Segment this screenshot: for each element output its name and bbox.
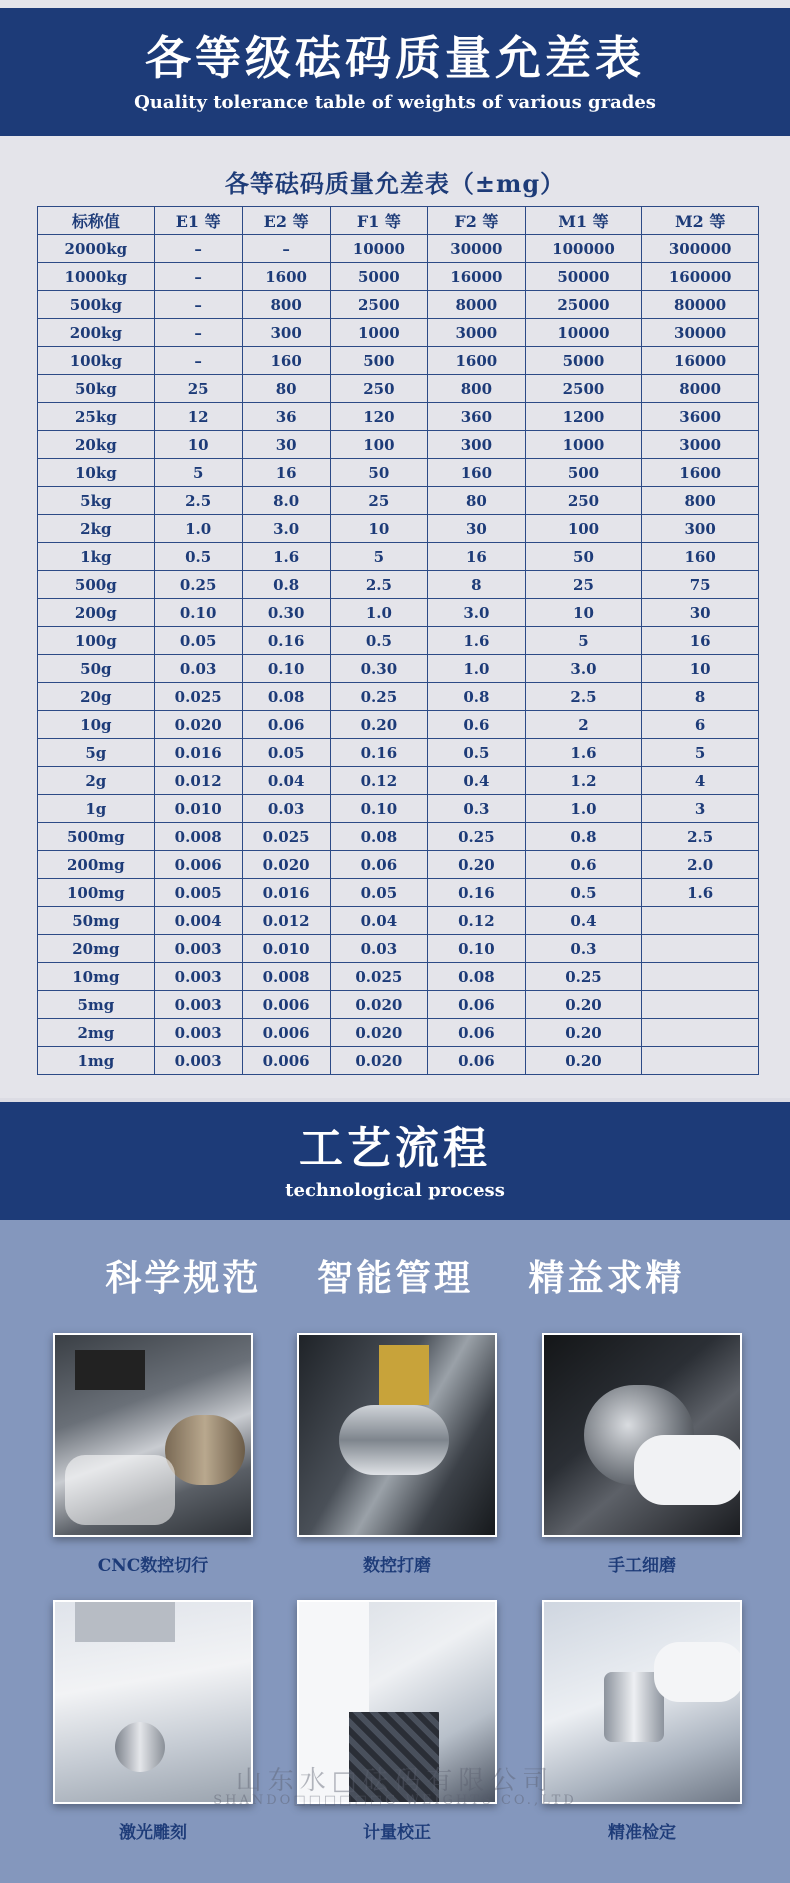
tolerance-cell: 5 <box>642 739 759 767</box>
nominal-value-cell: 20mg <box>38 935 155 963</box>
table-row <box>38 403 759 431</box>
nominal-value-cell: 500kg <box>38 291 155 319</box>
tolerance-cell: 0.020 <box>154 711 242 739</box>
tolerance-cell <box>642 991 759 1019</box>
tolerance-cell: 16 <box>642 627 759 655</box>
table-row <box>38 347 759 375</box>
tolerance-cell: 0.004 <box>154 907 242 935</box>
tolerance-cell: – <box>154 291 242 319</box>
verification-photo <box>542 1600 742 1804</box>
tolerance-cell: 120 <box>330 403 428 431</box>
tolerance-cell: 50000 <box>525 263 642 291</box>
nominal-value-cell: 10mg <box>38 963 155 991</box>
process-subtitle: technological process <box>285 1180 505 1201</box>
tolerance-cell: – <box>154 263 242 291</box>
tolerance-cell <box>642 1019 759 1047</box>
table-row <box>38 431 759 459</box>
tolerance-cell: 2500 <box>330 291 428 319</box>
tolerance-cell: 0.012 <box>242 907 330 935</box>
tolerance-cell: 1.6 <box>242 543 330 571</box>
step-caption: 精准检定 <box>608 1823 676 1843</box>
tolerance-cell: 16000 <box>642 347 759 375</box>
tolerance-cell: 0.25 <box>525 963 642 991</box>
tolerance-cell: 0.06 <box>428 1047 526 1075</box>
tolerance-cell: 0.06 <box>428 991 526 1019</box>
tolerance-cell: 0.05 <box>242 739 330 767</box>
process-card <box>542 1600 742 1843</box>
tolerance-cell: 5 <box>154 459 242 487</box>
table-row <box>38 991 759 1019</box>
nominal-value-cell: 100g <box>38 627 155 655</box>
tolerance-cell: 100000 <box>525 235 642 263</box>
tolerance-cell: 10 <box>154 431 242 459</box>
tolerance-cell: 1.0 <box>154 515 242 543</box>
nominal-value-cell: 50g <box>38 655 155 683</box>
step-caption: 计量校正 <box>363 1823 431 1843</box>
step-caption: 数控打磨 <box>363 1556 431 1576</box>
tolerance-cell: 5 <box>525 627 642 655</box>
tolerance-cell: 0.010 <box>154 795 242 823</box>
table-row <box>38 935 759 963</box>
tolerance-cell: 5000 <box>525 347 642 375</box>
tolerance-cell: 100 <box>525 515 642 543</box>
nominal-value-cell: 5g <box>38 739 155 767</box>
calibration-photo <box>297 1600 497 1804</box>
nominal-value-cell: 1mg <box>38 1047 155 1075</box>
tolerance-cell: 0.03 <box>330 935 428 963</box>
table-body <box>38 235 759 1075</box>
tolerance-cell: 0.003 <box>154 935 242 963</box>
tolerance-cell: 5000 <box>330 263 428 291</box>
process-card <box>542 1333 742 1576</box>
tolerance-cell: 250 <box>330 375 428 403</box>
tolerance-cell: 2.5 <box>154 487 242 515</box>
tolerance-cell: 0.8 <box>242 571 330 599</box>
tolerance-cell: 100 <box>330 431 428 459</box>
top-strip <box>0 0 790 8</box>
nominal-value-cell: 20kg <box>38 431 155 459</box>
cnc-cutting-photo <box>53 1333 253 1537</box>
tolerance-cell: 0.006 <box>242 991 330 1019</box>
tolerance-cell: 0.020 <box>242 851 330 879</box>
tolerance-cell: 0.020 <box>330 991 428 1019</box>
tolerance-cell: 0.20 <box>525 1047 642 1075</box>
tolerance-cell: 10000 <box>525 319 642 347</box>
tolerance-cell: 0.08 <box>330 823 428 851</box>
tolerance-cell: 30000 <box>428 235 526 263</box>
table-row <box>38 627 759 655</box>
tolerance-cell: 3.0 <box>428 599 526 627</box>
table-row <box>38 515 759 543</box>
tolerance-cell: 0.20 <box>330 711 428 739</box>
process-card <box>53 1600 253 1843</box>
tolerance-cell: 3600 <box>642 403 759 431</box>
tolerance-cell: 0.04 <box>242 767 330 795</box>
tolerance-cell: 300 <box>242 319 330 347</box>
tolerance-cell: 0.10 <box>428 935 526 963</box>
tolerance-cell: 0.016 <box>242 879 330 907</box>
tolerance-cell: 0.006 <box>242 1019 330 1047</box>
tolerance-cell: 3.0 <box>525 655 642 683</box>
table-row <box>38 235 759 263</box>
column-header: F1 等 <box>330 207 428 235</box>
tolerance-cell: 50 <box>525 543 642 571</box>
nominal-value-cell: 2g <box>38 767 155 795</box>
tolerance-cell: 0.016 <box>154 739 242 767</box>
tolerance-cell: 25 <box>330 487 428 515</box>
tolerance-cell: – <box>154 235 242 263</box>
tolerance-cell: 0.008 <box>154 823 242 851</box>
table-row <box>38 319 759 347</box>
table-row <box>38 599 759 627</box>
process-card <box>297 1333 497 1576</box>
nominal-value-cell: 100kg <box>38 347 155 375</box>
table-row <box>38 683 759 711</box>
tolerance-cell: 0.008 <box>242 963 330 991</box>
tolerance-cell: 160 <box>242 347 330 375</box>
tolerance-cell: 80 <box>242 375 330 403</box>
table-row <box>38 655 759 683</box>
tolerance-cell: 0.06 <box>330 851 428 879</box>
slogan-row <box>0 1250 790 1301</box>
column-header: M2 等 <box>642 207 759 235</box>
tolerance-cell: 300 <box>642 515 759 543</box>
table-row <box>38 879 759 907</box>
table-row <box>38 543 759 571</box>
tolerance-cell: 160 <box>428 459 526 487</box>
tolerance-cell: 1.0 <box>525 795 642 823</box>
tolerance-cell: 1600 <box>428 347 526 375</box>
tolerance-cell: 0.08 <box>428 963 526 991</box>
nominal-value-cell: 1000kg <box>38 263 155 291</box>
tolerance-cell: 1.2 <box>525 767 642 795</box>
tolerance-cell: 2.5 <box>525 683 642 711</box>
tolerance-cell: 30 <box>242 431 330 459</box>
tolerance-cell: 0.20 <box>525 1019 642 1047</box>
tolerance-cell: 8 <box>642 683 759 711</box>
tolerance-cell: 300 <box>428 431 526 459</box>
tolerance-cell: 0.025 <box>330 963 428 991</box>
tolerance-cell: 0.16 <box>330 739 428 767</box>
nominal-value-cell: 5kg <box>38 487 155 515</box>
tolerance-cell: 3000 <box>428 319 526 347</box>
table-row <box>38 1019 759 1047</box>
tolerance-cell: 0.06 <box>428 1019 526 1047</box>
tolerance-cell: 500 <box>330 347 428 375</box>
tolerance-cell: 25000 <box>525 291 642 319</box>
tolerance-cell: 0.12 <box>330 767 428 795</box>
tolerance-cell: 1.6 <box>525 739 642 767</box>
tolerance-cell: 0.5 <box>525 879 642 907</box>
tolerance-cell: – <box>154 347 242 375</box>
process-section <box>0 1220 790 1883</box>
tolerance-cell: 0.005 <box>154 879 242 907</box>
tolerance-cell: 0.3 <box>525 935 642 963</box>
tolerance-cell: 1.6 <box>428 627 526 655</box>
nominal-value-cell: 1kg <box>38 543 155 571</box>
tolerance-cell: 1600 <box>242 263 330 291</box>
tolerance-cell: 80000 <box>642 291 759 319</box>
tolerance-cell: 300000 <box>642 235 759 263</box>
header-banner <box>0 8 790 136</box>
tolerance-cell: 360 <box>428 403 526 431</box>
tolerance-cell: 0.05 <box>330 879 428 907</box>
tolerance-cell: 16 <box>428 543 526 571</box>
tolerance-cell: – <box>242 235 330 263</box>
nominal-value-cell: 50mg <box>38 907 155 935</box>
nominal-value-cell: 200g <box>38 599 155 627</box>
tolerance-cell: 5 <box>330 543 428 571</box>
nominal-value-cell: 10g <box>38 711 155 739</box>
tolerance-cell: 0.025 <box>154 683 242 711</box>
tolerance-cell: 25 <box>525 571 642 599</box>
tolerance-cell: 36 <box>242 403 330 431</box>
nominal-value-cell: 10kg <box>38 459 155 487</box>
tolerance-cell: 800 <box>642 487 759 515</box>
step-caption: 手工细磨 <box>608 1556 676 1576</box>
nominal-value-cell: 200kg <box>38 319 155 347</box>
nominal-value-cell: 500mg <box>38 823 155 851</box>
nominal-value-cell: 25kg <box>38 403 155 431</box>
slogan-item: 精益求精 <box>528 1257 685 1299</box>
tolerance-cell: 8000 <box>642 375 759 403</box>
tolerance-cell: 12 <box>154 403 242 431</box>
tolerance-cell: 0.020 <box>330 1019 428 1047</box>
step-caption: CNC数控切行 <box>97 1556 209 1576</box>
tolerance-cell: 0.8 <box>525 823 642 851</box>
tolerance-cell: 0.003 <box>154 1047 242 1075</box>
tolerance-cell: 0.010 <box>242 935 330 963</box>
watermark-en: SHANDO□□□□□□G WEIGHTS CO.,LTD <box>213 1793 577 1808</box>
cnc-grinding-photo <box>297 1333 497 1537</box>
tolerance-cell: 0.10 <box>330 795 428 823</box>
tolerance-cell: 1000 <box>330 319 428 347</box>
table-row <box>38 823 759 851</box>
tolerance-cell: 250 <box>525 487 642 515</box>
tolerance-cell: 0.25 <box>428 823 526 851</box>
nominal-value-cell: 20g <box>38 683 155 711</box>
tolerance-cell: 0.012 <box>154 767 242 795</box>
tolerance-cell: 160 <box>642 543 759 571</box>
table-row <box>38 375 759 403</box>
tolerance-cell: 0.5 <box>154 543 242 571</box>
tolerance-cell: 0.20 <box>525 991 642 1019</box>
table-row <box>38 263 759 291</box>
page-subtitle: Quality tolerance table of weights of various grades <box>134 92 656 113</box>
tolerance-cell: 0.8 <box>428 683 526 711</box>
tolerance-cell <box>642 1047 759 1075</box>
table-row <box>38 291 759 319</box>
tolerance-cell: 0.020 <box>330 1047 428 1075</box>
tolerance-cell: 10 <box>330 515 428 543</box>
table-row <box>38 711 759 739</box>
tolerance-cell: 50 <box>330 459 428 487</box>
tolerance-cell <box>642 963 759 991</box>
tolerance-cell: 3000 <box>642 431 759 459</box>
column-header: F2 等 <box>428 207 526 235</box>
tolerance-cell: 8000 <box>428 291 526 319</box>
tolerance-cell: 0.5 <box>428 739 526 767</box>
tolerance-cell: 2500 <box>525 375 642 403</box>
tolerance-cell: 25 <box>154 375 242 403</box>
tolerance-cell: 0.5 <box>330 627 428 655</box>
process-title: 工艺流程 <box>299 1123 491 1174</box>
tolerance-table <box>37 206 759 1075</box>
tolerance-cell: 0.25 <box>154 571 242 599</box>
process-banner <box>0 1102 790 1220</box>
tolerance-cell: 30 <box>428 515 526 543</box>
nominal-value-cell: 2mg <box>38 1019 155 1047</box>
table-row <box>38 1047 759 1075</box>
tolerance-cell: 0.04 <box>330 907 428 935</box>
tolerance-cell: 0.025 <box>242 823 330 851</box>
table-row <box>38 571 759 599</box>
tolerance-cell <box>642 935 759 963</box>
column-header: E1 等 <box>154 207 242 235</box>
tolerance-cell: 1200 <box>525 403 642 431</box>
tolerance-cell: 0.20 <box>428 851 526 879</box>
slogan-item: 科学规范 <box>105 1257 262 1299</box>
tolerance-cell: 30 <box>642 599 759 627</box>
tolerance-cell: 0.003 <box>154 963 242 991</box>
table-row <box>38 767 759 795</box>
nominal-value-cell: 200mg <box>38 851 155 879</box>
tolerance-cell: 0.3 <box>428 795 526 823</box>
step-caption: 激光雕刻 <box>119 1823 187 1843</box>
process-card <box>297 1600 497 1843</box>
nominal-value-cell: 5mg <box>38 991 155 1019</box>
nominal-value-cell: 100mg <box>38 879 155 907</box>
tolerance-cell: 2.5 <box>330 571 428 599</box>
tolerance-cell: 3 <box>642 795 759 823</box>
hand-polishing-photo <box>542 1333 742 1537</box>
tolerance-cell: 0.10 <box>242 655 330 683</box>
nominal-value-cell: 2kg <box>38 515 155 543</box>
tolerance-cell: 1000 <box>525 431 642 459</box>
page-title: 各等级砝码质量允差表 <box>145 31 645 85</box>
tolerance-cell: 16 <box>242 459 330 487</box>
nominal-value-cell: 2000kg <box>38 235 155 263</box>
tolerance-cell: 1600 <box>642 459 759 487</box>
tolerance-cell: 160000 <box>642 263 759 291</box>
tolerance-cell: 0.03 <box>242 795 330 823</box>
tolerance-cell: 2.5 <box>642 823 759 851</box>
tolerance-cell: 6 <box>642 711 759 739</box>
tolerance-cell: 8 <box>428 571 526 599</box>
tolerance-cell: 30000 <box>642 319 759 347</box>
tolerance-cell: 0.003 <box>154 991 242 1019</box>
slogan-item: 智能管理 <box>316 1257 473 1299</box>
tolerance-cell: 0.10 <box>154 599 242 627</box>
tolerance-cell: 0.05 <box>154 627 242 655</box>
nominal-value-cell: 500g <box>38 571 155 599</box>
tolerance-cell: 10 <box>525 599 642 627</box>
tolerance-cell: 75 <box>642 571 759 599</box>
column-header: 标称值 <box>38 207 155 235</box>
tolerance-cell: – <box>154 319 242 347</box>
table-row <box>38 487 759 515</box>
tolerance-cell: 2 <box>525 711 642 739</box>
tolerance-cell: 0.08 <box>242 683 330 711</box>
tolerance-cell: 10000 <box>330 235 428 263</box>
tolerance-section <box>0 136 790 1098</box>
table-row <box>38 851 759 879</box>
tolerance-cell: 1.0 <box>428 655 526 683</box>
column-header: E2 等 <box>242 207 330 235</box>
table-row <box>38 795 759 823</box>
table-row <box>38 907 759 935</box>
tolerance-cell: 0.06 <box>242 711 330 739</box>
watermark-cn: 山东水□砝码有限公司 <box>235 1766 555 1796</box>
tolerance-cell: 3.0 <box>242 515 330 543</box>
tolerance-cell: 10 <box>642 655 759 683</box>
table-title: 各等砝码质量允差表（±mg） <box>224 169 566 198</box>
tolerance-cell: 0.003 <box>154 1019 242 1047</box>
tolerance-cell: 0.25 <box>330 683 428 711</box>
tolerance-cell: 0.4 <box>525 907 642 935</box>
tolerance-cell: 80 <box>428 487 526 515</box>
tolerance-cell: 0.16 <box>242 627 330 655</box>
tolerance-cell: 8.0 <box>242 487 330 515</box>
tolerance-cell: 0.03 <box>154 655 242 683</box>
tolerance-cell: 0.4 <box>428 767 526 795</box>
nominal-value-cell: 50kg <box>38 375 155 403</box>
tolerance-cell: 800 <box>428 375 526 403</box>
tolerance-cell: 800 <box>242 291 330 319</box>
tolerance-cell: 16000 <box>428 263 526 291</box>
tolerance-cell: 0.30 <box>330 655 428 683</box>
process-card <box>53 1333 253 1576</box>
tolerance-cell: 0.12 <box>428 907 526 935</box>
table-row <box>38 739 759 767</box>
nominal-value-cell: 1g <box>38 795 155 823</box>
tolerance-cell: 0.16 <box>428 879 526 907</box>
tolerance-cell: 500 <box>525 459 642 487</box>
tolerance-cell: 4 <box>642 767 759 795</box>
tolerance-cell: 1.0 <box>330 599 428 627</box>
tolerance-cell: 0.30 <box>242 599 330 627</box>
table-row <box>38 459 759 487</box>
table-row <box>38 963 759 991</box>
tolerance-cell: 0.006 <box>154 851 242 879</box>
column-header: M1 等 <box>525 207 642 235</box>
laser-engraving-photo <box>53 1600 253 1804</box>
tolerance-cell <box>642 907 759 935</box>
table-header-row <box>38 207 759 235</box>
tolerance-cell: 1.6 <box>642 879 759 907</box>
tolerance-cell: 2.0 <box>642 851 759 879</box>
tolerance-cell: 0.6 <box>428 711 526 739</box>
tolerance-cell: 0.6 <box>525 851 642 879</box>
tolerance-cell: 0.006 <box>242 1047 330 1075</box>
